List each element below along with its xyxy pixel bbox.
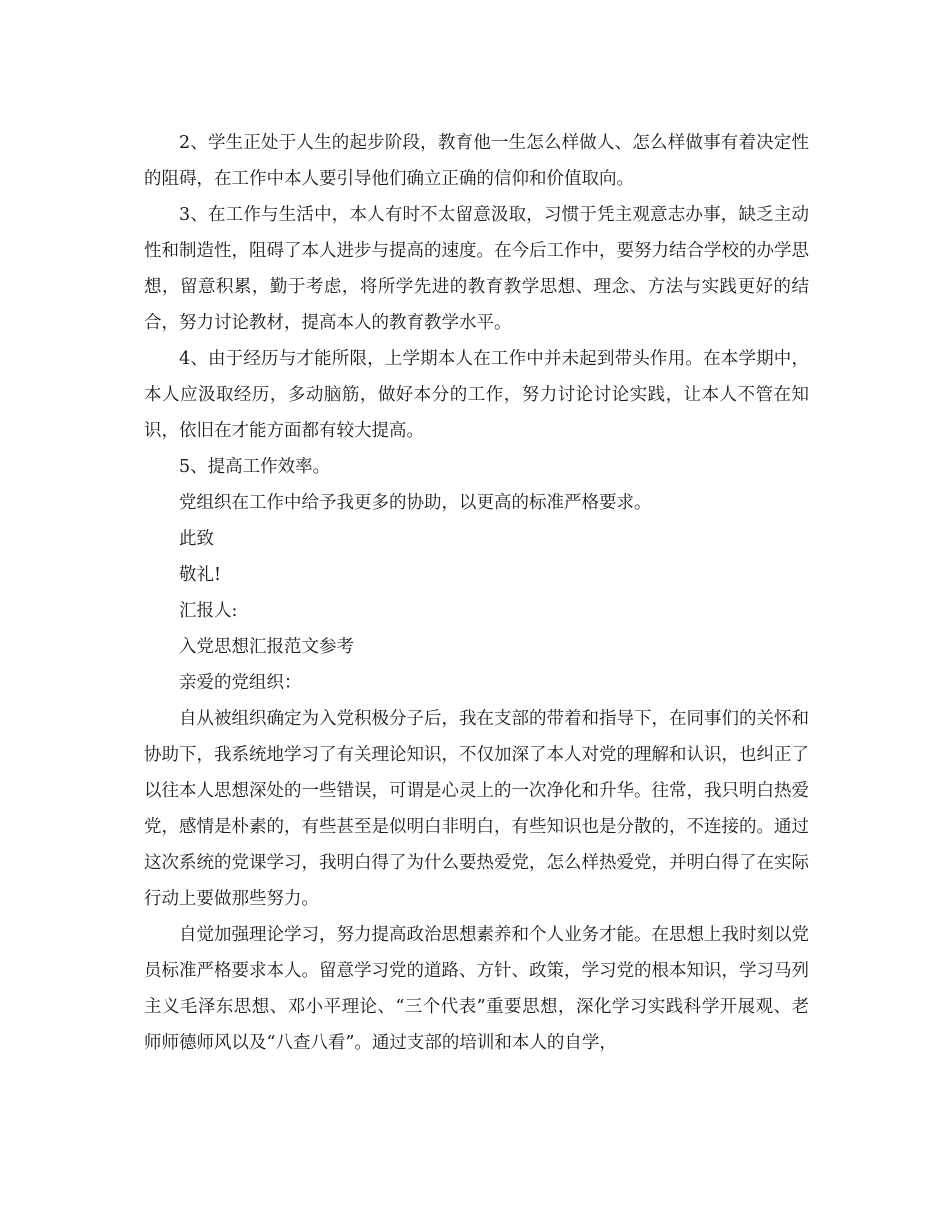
section-title: 入党思想汇报范文参考	[179, 637, 354, 657]
paragraph-point-3: 3、在工作与生活中，本人有时不太留意汲取，习惯于凭主观意志办事，缺乏主动性和制造性，阻碍了本人进步与提高的速度。在今后工作中，要努力结合学校的办学思想，留意积累，勤于考虑，将所学先进的教育教学思想、理念、方法与实践更好的结合，努力讨论教材，提高本人的教育教学水平。	[144, 205, 809, 333]
paragraph-theory-learning: 自觉加强理论学习，努力提高政治思想素养和个人业务才能。在思想上我时刻以党员标准严格要求本人。留意学习党的道路、方针、政策，学习党的根本知识，学习马列主义毛泽东思想、邓小平理论、“三个代表”重要思想，深化学习实践科学开展观、老师师德师风以及“八查八看”。通过支部的培训和本人的自学，	[144, 925, 809, 1053]
document-page	[144, 125, 809, 1061]
closing-salutation: 此致	[179, 529, 214, 549]
greeting: 亲爱的党组织：	[179, 673, 302, 693]
paragraph-point-5: 5、提高工作效率。	[179, 457, 331, 477]
closing-regards: 敬礼!	[179, 565, 222, 585]
paragraph-point-2: 2、学生正处于人生的起步阶段，教育他一生怎么样做人、怎么样做事有着决定性的阻碍，在工作中本人要引导他们确立正确的信仰和价值取向。	[144, 133, 809, 189]
paragraph-study-reflection: 自从被组织确定为入党积极分子后，我在支部的带着和指导下，在同事们的关怀和协助下，我系统地学习了有关理论知识，不仅加深了本人对党的理解和认识，也纠正了以往本人思想深处的一些错误，可谓是心灵上的一次净化和升华。往常，我只明白热爱党，感情是朴素的，有些甚至是似明白非明白，有些知识也是分散的，不连接的。通过这次系统的党课学习，我明白得了为什么要热爱党，怎么样热爱党，并明白得了在实际行动上要做那些努力。	[144, 709, 809, 909]
paragraph-point-4: 4、由于经历与才能所限，上学期本人在工作中并未起到带头作用。在本学期中，本人应汲取经历，多动脑筋，做好本分的工作，努力讨论讨论实践，让本人不管在知识，依旧在才能方面都有较大提高。	[144, 349, 809, 441]
paragraph-party-request: 党组织在工作中给予我更多的协助，以更高的标准严格要求。	[179, 493, 652, 513]
reporter-label: 汇报人:	[179, 601, 238, 621]
